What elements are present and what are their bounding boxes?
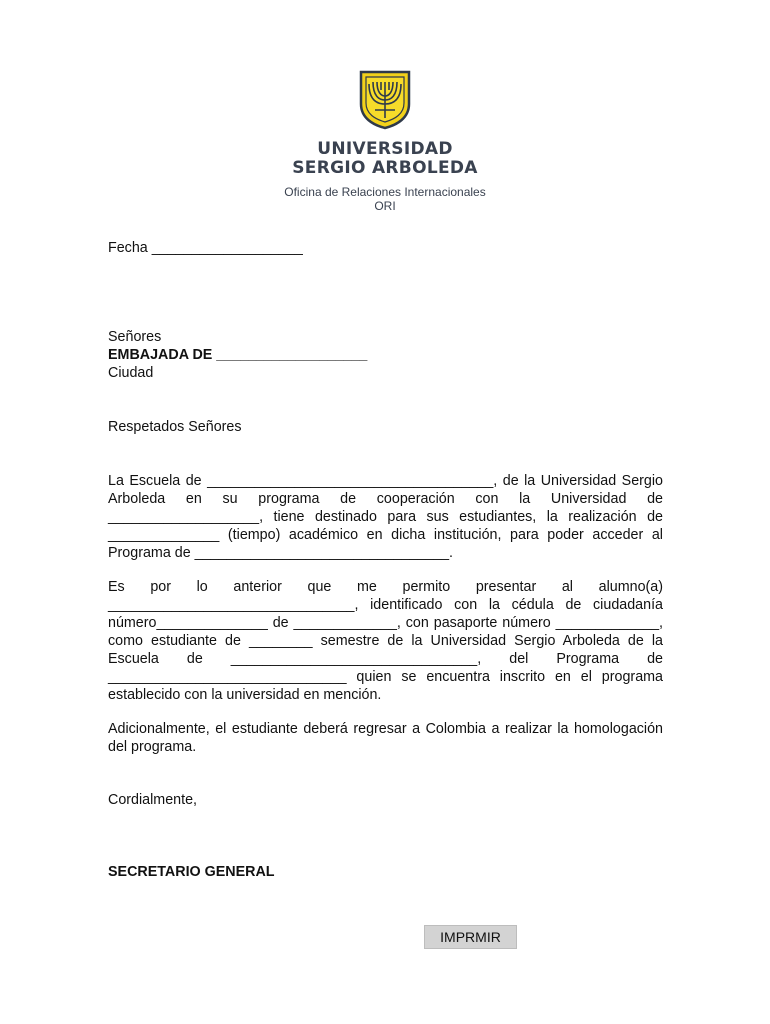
paragraph-student: Es por lo anterior que me permito presentar al alumno(a) _______________________________, identificado con la cédula de ciudadanía número______________ de _____________, con pasaporte número _____________, como estudiante de ________ semestre de la Universidad Sergio Arboleda de la Escuela de _______________________________, del Programa de ______________________________ quien se encuentra inscrito en el programa establecido con la universidad en mención.: [108, 579, 663, 703]
paragraph-homologation: Adicionalmente, el estudiante deberá regresar a Colombia a realizar la homologación del programa.: [108, 721, 663, 755]
date-line: Fecha ___________________: [108, 240, 303, 256]
letterhead: [0, 70, 770, 213]
university-name-line2: SERGIO ARBOLEDA: [292, 158, 478, 178]
closing: Cordialmente,: [108, 792, 197, 808]
greeting: Respetados Señores: [108, 419, 242, 435]
signature-title: SECRETARIO GENERAL: [108, 864, 275, 880]
paragraph-program: La Escuela de ____________________________________, de la Universidad Sergio Arboleda en su programa de cooperación con la Universidad de ___________________, tiene destinado para sus estudiantes, la realización de ______________ (tiempo) académico en dicha institución, para poder acceder al Programa de ________________________________.: [108, 473, 663, 561]
university-name-line1: UNIVERSIDAD: [317, 139, 453, 159]
addressee-city: Ciudad: [108, 365, 154, 381]
addressee-embassy: EMBAJADA DE ___________________: [108, 347, 368, 363]
print-button[interactable]: IMPRMIR: [424, 925, 517, 949]
office-name: Oficina de Relaciones Internacionales: [284, 185, 486, 199]
office-abbreviation: ORI: [374, 199, 396, 213]
addressee-salutation: Señores: [108, 329, 162, 345]
university-shield-logo: [359, 70, 411, 130]
